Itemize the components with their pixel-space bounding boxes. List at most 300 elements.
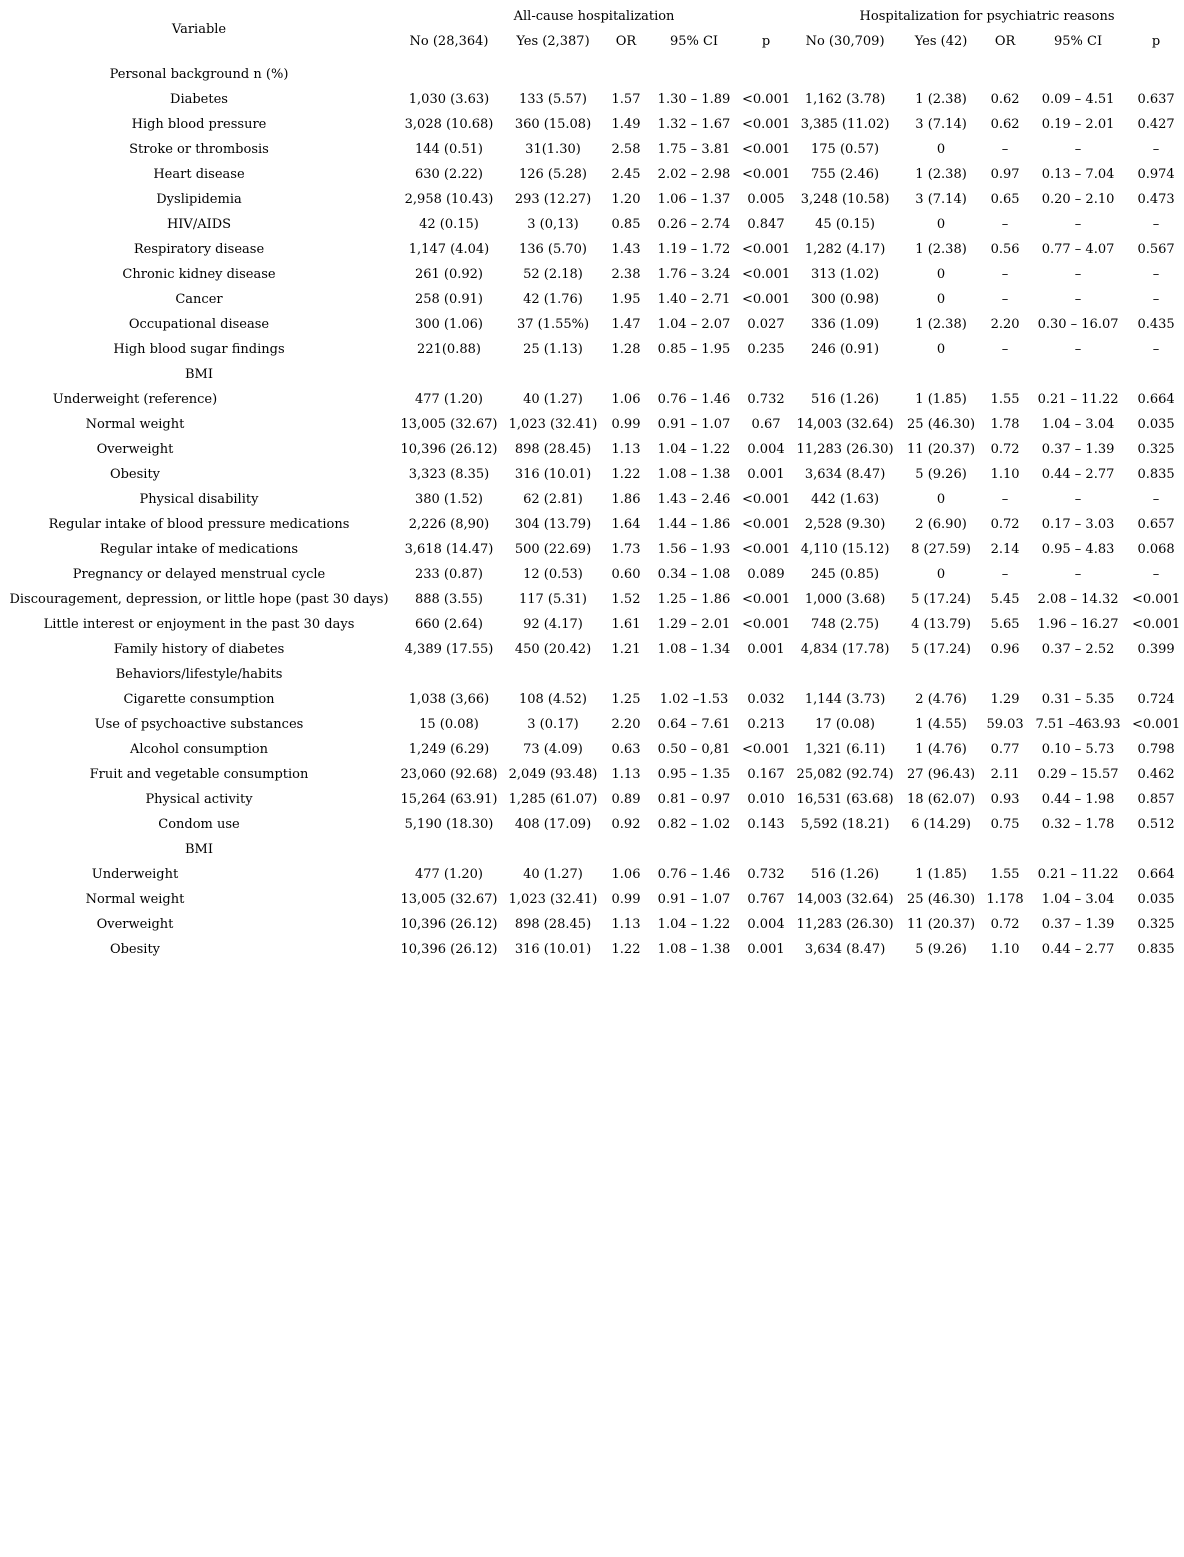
cell-ci-all-cause: 0.91 – 1.07 — [657, 417, 731, 432]
column-header-ci-all-cause: 95% CI — [669, 34, 719, 49]
cell-p-all-cause: <0.001 — [742, 592, 791, 607]
cell-no-psychiatric: 16,531 (63.68) — [796, 792, 894, 807]
cell-no-psychiatric: 300 (0.98) — [811, 292, 880, 307]
cell-ci-all-cause: 1.04 – 1.22 — [657, 917, 731, 932]
cell-yes-all-cause — [500, 662, 606, 687]
cell-ci-psychiatric: – — [1074, 567, 1082, 582]
cell-or-psychiatric: 0.75 — [990, 817, 1020, 832]
cell-or-psychiatric: 2.11 — [990, 767, 1020, 782]
variable-label: Stroke or thrombosis — [129, 142, 269, 157]
table-row — [0, 87, 1184, 112]
cell-no-all-cause: 1,249 (6.29) — [408, 742, 490, 757]
cell-yes-all-cause: 117 (5.31) — [518, 592, 588, 607]
cell-ci-all-cause: 1.29 – 2.01 — [657, 617, 731, 632]
table-row — [0, 687, 1184, 712]
cell-yes-psychiatric: 5 (9.26) — [915, 942, 967, 957]
cell-yes-psychiatric: 11 (20.37) — [907, 917, 976, 932]
variable-sublabel: Obesity — [109, 467, 161, 482]
table-row — [0, 512, 1184, 537]
cell-yes-psychiatric: 2 (6.90) — [915, 517, 967, 532]
cell-p-all-cause: <0.001 — [742, 267, 791, 282]
cell-yes-all-cause: 3 (0.17) — [527, 717, 579, 732]
cell-yes-all-cause: 1,023 (32.41) — [508, 417, 598, 432]
cell-or-all-cause — [606, 837, 646, 862]
cell-p-all-cause: 0.167 — [747, 767, 785, 782]
cell-p-psychiatric: 0.798 — [1137, 742, 1175, 757]
cell-no-all-cause: 1,038 (3,66) — [408, 692, 490, 707]
column-header-no-all-cause: No (28,364) — [409, 34, 489, 49]
variable-label: Physical disability — [139, 492, 259, 507]
cell-yes-psychiatric: 0 — [936, 567, 946, 582]
cell-or-all-cause: 1.25 — [611, 692, 641, 707]
cell-p-psychiatric: 0.664 — [1137, 867, 1175, 882]
table-row — [0, 937, 1184, 962]
cell-ci-all-cause — [646, 362, 742, 387]
cell-ci-psychiatric: – — [1074, 217, 1082, 232]
cell-no-all-cause: 2,226 (8,90) — [408, 517, 490, 532]
cell-p-all-cause: 0.001 — [747, 942, 785, 957]
section-row — [0, 837, 1184, 862]
cell-yes-psychiatric: 11 (20.37) — [907, 442, 976, 457]
cell-yes-psychiatric: 5 (17.24) — [911, 592, 971, 607]
cell-p-all-cause: 0.027 — [747, 317, 785, 332]
cell-ci-all-cause: 0.76 – 1.46 — [657, 867, 731, 882]
cell-or-psychiatric: 0.62 — [990, 117, 1020, 132]
cell-no-psychiatric: 25,082 (92.74) — [796, 767, 894, 782]
cell-or-all-cause: 1.64 — [611, 517, 641, 532]
cell-yes-psychiatric: 25 (46.30) — [907, 892, 976, 907]
cell-yes-psychiatric: 25 (46.30) — [907, 417, 976, 432]
cell-p-psychiatric: 0.035 — [1137, 417, 1175, 432]
cell-no-psychiatric: 11,283 (26.30) — [796, 442, 894, 457]
cell-no-psychiatric: 1,162 (3.78) — [804, 92, 886, 107]
cell-p-psychiatric: 0.835 — [1137, 467, 1175, 482]
cell-yes-all-cause: 12 (0.53) — [523, 567, 583, 582]
cell-no-psychiatric: 336 (1.09) — [811, 317, 880, 332]
cell-or-all-cause: 1.06 — [611, 392, 641, 407]
cell-no-psychiatric: 3,248 (10.58) — [800, 192, 890, 207]
section-label: BMI — [185, 367, 213, 382]
cell-no-all-cause: 888 (3.55) — [414, 592, 484, 607]
cell-ci-psychiatric — [1028, 54, 1128, 87]
cell-ci-all-cause — [646, 54, 742, 87]
cell-p-all-cause: 0.004 — [747, 917, 785, 932]
cell-or-all-cause: 0.92 — [611, 817, 641, 832]
cell-p-all-cause: 0.001 — [747, 467, 785, 482]
variable-label: Cigarette consumption — [123, 692, 275, 707]
cell-or-psychiatric: 0.97 — [990, 167, 1020, 182]
cell-ci-psychiatric: 0.13 – 7.04 — [1041, 167, 1115, 182]
cell-ci-psychiatric: 0.37 – 1.39 — [1041, 917, 1115, 932]
variable-label: Pregnancy or delayed menstrual cycle — [72, 567, 326, 582]
cell-yes-all-cause: 126 (5.28) — [518, 167, 588, 182]
cell-ci-psychiatric: 0.77 – 4.07 — [1041, 242, 1115, 257]
table-body — [0, 54, 1184, 962]
variable-label: Little interest or enjoyment in the past 30 days — [43, 617, 355, 632]
table-row — [0, 412, 1184, 437]
cell-yes-psychiatric: 6 (14.29) — [911, 817, 971, 832]
cell-no-all-cause: 5,190 (18.30) — [404, 817, 494, 832]
cell-ci-all-cause: 1.08 – 1.38 — [657, 942, 731, 957]
cell-or-psychiatric: 59.03 — [986, 717, 1024, 732]
cell-p-psychiatric: <0.001 — [1132, 592, 1181, 607]
cell-ci-all-cause: 1.08 – 1.34 — [657, 642, 731, 657]
cell-p-psychiatric: – — [1152, 492, 1160, 507]
table-row — [0, 137, 1184, 162]
column-header-p-all-cause: p — [761, 34, 771, 49]
cell-ci-psychiatric: 0.29 – 15.57 — [1037, 767, 1119, 782]
cell-no-all-cause: 300 (1.06) — [414, 317, 484, 332]
variable-label: Occupational disease — [128, 317, 270, 332]
cell-no-psychiatric: 5,592 (18.21) — [800, 817, 890, 832]
cell-no-all-cause: 630 (2.22) — [414, 167, 484, 182]
cell-yes-psychiatric: 1 (2.38) — [915, 92, 967, 107]
variable-label: Use of psychoactive substances — [94, 717, 304, 732]
cell-ci-all-cause: 1.08 – 1.38 — [657, 467, 731, 482]
cell-yes-all-cause: 1,285 (61.07) — [508, 792, 598, 807]
cell-ci-psychiatric: 2.08 – 14.32 — [1037, 592, 1119, 607]
cell-no-psychiatric: 4,110 (15.12) — [800, 542, 890, 557]
cell-p-psychiatric: 0.399 — [1137, 642, 1175, 657]
cell-no-all-cause: 10,396 (26.12) — [400, 917, 498, 932]
cell-ci-psychiatric: 0.09 – 4.51 — [1041, 92, 1115, 107]
cell-no-psychiatric: 245 (0.85) — [811, 567, 880, 582]
cell-or-all-cause: 1.43 — [611, 242, 641, 257]
cell-yes-psychiatric: 5 (9.26) — [915, 467, 967, 482]
cell-p-psychiatric: – — [1152, 142, 1160, 157]
cell-or-all-cause: 0.85 — [611, 217, 641, 232]
table-row — [0, 187, 1184, 212]
cell-yes-psychiatric — [900, 362, 982, 387]
cell-no-psychiatric: 45 (0.15) — [815, 217, 875, 232]
cell-yes-psychiatric: 1 (1.85) — [915, 392, 967, 407]
cell-or-psychiatric: 0.96 — [990, 642, 1020, 657]
cell-or-all-cause: 1.13 — [611, 767, 641, 782]
table-row — [0, 862, 1184, 887]
cell-yes-psychiatric: 0 — [936, 342, 946, 357]
cell-p-psychiatric: <0.001 — [1132, 717, 1181, 732]
variable-label — [0, 437, 398, 462]
cell-ci-psychiatric: – — [1074, 142, 1082, 157]
cell-ci-all-cause: 1.04 – 2.07 — [657, 317, 731, 332]
cell-yes-all-cause: 360 (15.08) — [514, 117, 592, 132]
cell-ci-psychiatric: 1.04 – 3.04 — [1041, 892, 1115, 907]
cell-p-all-cause: <0.001 — [742, 92, 791, 107]
cell-ci-psychiatric: – — [1074, 292, 1082, 307]
cell-ci-psychiatric: 0.37 – 2.52 — [1041, 642, 1115, 657]
cell-or-all-cause: 0.99 — [611, 417, 641, 432]
cell-ci-all-cause: 1.04 – 1.22 — [657, 442, 731, 457]
cell-p-all-cause: 0.67 — [751, 417, 781, 432]
cell-p-psychiatric: – — [1152, 217, 1160, 232]
cell-no-psychiatric: 3,634 (8.47) — [804, 467, 886, 482]
cell-yes-all-cause: 136 (5.70) — [518, 242, 588, 257]
cell-yes-all-cause: 25 (1.13) — [523, 342, 583, 357]
cell-ci-all-cause: 1.06 – 1.37 — [657, 192, 731, 207]
cell-p-all-cause: <0.001 — [742, 617, 791, 632]
cell-p-psychiatric: – — [1152, 267, 1160, 282]
cell-no-all-cause — [398, 837, 500, 862]
variable-label: High blood sugar findings — [113, 342, 285, 357]
cell-no-all-cause — [398, 662, 500, 687]
cell-p-all-cause — [742, 362, 790, 387]
cell-ci-all-cause: 0.95 – 1.35 — [657, 767, 731, 782]
cell-ci-all-cause: 0.50 – 0,81 — [657, 742, 731, 757]
cell-p-all-cause: <0.001 — [742, 742, 791, 757]
cell-or-all-cause — [606, 54, 646, 87]
cell-or-psychiatric: 1.10 — [990, 467, 1020, 482]
cell-yes-psychiatric: 3 (7.14) — [915, 117, 967, 132]
cell-ci-all-cause: 1.32 – 1.67 — [657, 117, 731, 132]
cell-p-all-cause: 0.005 — [747, 192, 785, 207]
column-header-p-psychiatric: p — [1151, 34, 1161, 49]
table-row — [0, 712, 1184, 737]
cell-p-psychiatric: – — [1152, 342, 1160, 357]
variable-label — [0, 887, 398, 912]
cell-p-all-cause — [742, 837, 790, 862]
variable-sublabel: Overweight — [96, 442, 174, 457]
table-row — [0, 437, 1184, 462]
cell-or-psychiatric: 1.78 — [990, 417, 1020, 432]
cell-ci-psychiatric — [1028, 662, 1128, 687]
cell-yes-all-cause: 450 (20.42) — [514, 642, 592, 657]
cell-no-psychiatric: 14,003 (32.64) — [796, 417, 894, 432]
table-header — [0, 4, 1184, 54]
table-row — [0, 287, 1184, 312]
cell-yes-psychiatric: 4 (13.79) — [911, 617, 971, 632]
column-header-no-psychiatric: No (30,709) — [805, 34, 885, 49]
cell-or-psychiatric: 0.72 — [990, 917, 1020, 932]
section-label: BMI — [185, 842, 213, 857]
cell-or-psychiatric: – — [1001, 342, 1009, 357]
cell-no-psychiatric — [790, 662, 900, 687]
cell-ci-psychiatric: 0.21 – 11.22 — [1037, 867, 1119, 882]
table-row — [0, 312, 1184, 337]
column-header-or-psychiatric: OR — [994, 34, 1016, 49]
cell-ci-all-cause: 0.81 – 0.97 — [657, 792, 731, 807]
cell-yes-all-cause: 40 (1.27) — [523, 867, 583, 882]
cell-ci-psychiatric: 0.31 – 5.35 — [1041, 692, 1115, 707]
cell-ci-all-cause: 1.19 – 1.72 — [657, 242, 731, 257]
cell-ci-all-cause — [646, 837, 742, 862]
cell-no-all-cause: 477 (1.20) — [414, 867, 484, 882]
cell-p-all-cause: 0.143 — [747, 817, 785, 832]
cell-ci-psychiatric — [1028, 362, 1128, 387]
cell-p-psychiatric: 0.637 — [1137, 92, 1175, 107]
cell-ci-all-cause: 0.91 – 1.07 — [657, 892, 731, 907]
variable-label — [0, 937, 398, 962]
variable-label: HIV/AIDS — [166, 217, 232, 232]
cell-yes-psychiatric: 0 — [936, 267, 946, 282]
cell-yes-psychiatric: 2 (4.76) — [915, 692, 967, 707]
variable-label: Regular intake of blood pressure medications — [48, 517, 350, 532]
cell-or-psychiatric: 0.56 — [990, 242, 1020, 257]
cell-or-all-cause: 1.22 — [611, 942, 641, 957]
variable-label: Cancer — [175, 292, 223, 307]
cell-ci-all-cause: 2.02 – 2.98 — [657, 167, 731, 182]
cell-no-all-cause: 15,264 (63.91) — [400, 792, 498, 807]
table-row — [0, 487, 1184, 512]
cell-no-psychiatric: 11,283 (26.30) — [796, 917, 894, 932]
cell-p-all-cause: 0.732 — [747, 392, 785, 407]
cell-ci-psychiatric: 0.17 – 3.03 — [1041, 517, 1115, 532]
table-row — [0, 737, 1184, 762]
variable-label: Respiratory disease — [133, 242, 265, 257]
variable-label: Dyslipidemia — [156, 192, 242, 207]
cell-no-all-cause: 1,147 (4.04) — [408, 242, 490, 257]
cell-yes-all-cause: 304 (13.79) — [514, 517, 592, 532]
cell-or-all-cause: 2.45 — [611, 167, 641, 182]
cell-or-psychiatric: – — [1001, 492, 1009, 507]
group-header-row — [0, 4, 1184, 29]
cell-no-all-cause — [398, 362, 500, 387]
cell-or-all-cause: 1.13 — [611, 442, 641, 457]
variable-sublabel: Underweight — [91, 867, 179, 882]
cell-or-psychiatric: – — [1001, 217, 1009, 232]
cell-no-all-cause: 10,396 (26.12) — [400, 442, 498, 457]
cell-or-psychiatric: 0.93 — [990, 792, 1020, 807]
cell-no-all-cause: 233 (0.87) — [414, 567, 484, 582]
cell-p-all-cause: 0.732 — [747, 867, 785, 882]
cell-or-all-cause: 2.58 — [611, 142, 641, 157]
cell-p-psychiatric — [1128, 54, 1184, 87]
cell-p-all-cause: <0.001 — [742, 142, 791, 157]
cell-ci-all-cause: 0.76 – 1.46 — [657, 392, 731, 407]
hospitalization-odds-table — [0, 4, 1184, 962]
cell-yes-psychiatric: 8 (27.59) — [911, 542, 971, 557]
cell-p-all-cause: <0.001 — [742, 117, 791, 132]
cell-p-all-cause: 0.213 — [747, 717, 785, 732]
section-row — [0, 54, 1184, 87]
cell-or-all-cause: 0.60 — [611, 567, 641, 582]
cell-p-psychiatric: 0.567 — [1137, 242, 1175, 257]
cell-yes-psychiatric: 1 (1.85) — [915, 867, 967, 882]
cell-no-psychiatric — [790, 362, 900, 387]
cell-yes-all-cause — [500, 362, 606, 387]
cell-ci-psychiatric: 0.20 – 2.10 — [1041, 192, 1115, 207]
cell-ci-psychiatric: 0.95 – 4.83 — [1041, 542, 1115, 557]
cell-no-all-cause: 477 (1.20) — [414, 392, 484, 407]
cell-p-psychiatric: – — [1152, 567, 1160, 582]
cell-or-all-cause: 2.38 — [611, 267, 641, 282]
table-row — [0, 537, 1184, 562]
cell-yes-all-cause: 40 (1.27) — [523, 392, 583, 407]
cell-no-psychiatric: 175 (0.57) — [811, 142, 880, 157]
cell-p-all-cause: <0.001 — [742, 542, 791, 557]
cell-p-psychiatric — [1128, 837, 1184, 862]
cell-p-psychiatric: 0.512 — [1137, 817, 1175, 832]
cell-or-all-cause: 1.22 — [611, 467, 641, 482]
cell-p-all-cause: 0.010 — [747, 792, 785, 807]
cell-yes-all-cause: 898 (28.45) — [514, 442, 592, 457]
cell-p-psychiatric: 0.427 — [1137, 117, 1175, 132]
cell-no-psychiatric: 1,000 (3.68) — [804, 592, 886, 607]
table-row — [0, 337, 1184, 362]
variable-sublabel: Normal weight — [85, 892, 185, 907]
cell-ci-psychiatric: 7.51 –463.93 — [1035, 717, 1121, 732]
cell-p-all-cause: <0.001 — [742, 492, 791, 507]
cell-or-psychiatric: – — [1001, 142, 1009, 157]
cell-yes-all-cause: 52 (2.18) — [523, 267, 583, 282]
cell-p-all-cause: 0.032 — [747, 692, 785, 707]
cell-yes-psychiatric: 3 (7.14) — [915, 192, 967, 207]
table-row — [0, 612, 1184, 637]
cell-no-psychiatric: 3,385 (11.02) — [800, 117, 890, 132]
cell-ci-all-cause: 0.26 – 2.74 — [657, 217, 731, 232]
cell-yes-psychiatric: 0 — [936, 142, 946, 157]
cell-ci-all-cause: 1.75 – 3.81 — [657, 142, 731, 157]
cell-or-all-cause — [606, 362, 646, 387]
cell-or-psychiatric: 0.77 — [990, 742, 1020, 757]
cell-or-all-cause: 0.99 — [611, 892, 641, 907]
cell-or-all-cause: 1.13 — [611, 917, 641, 932]
cell-p-psychiatric — [1128, 662, 1184, 687]
variable-label — [0, 412, 398, 437]
cell-or-psychiatric: 0.72 — [990, 517, 1020, 532]
cell-or-all-cause: 0.89 — [611, 792, 641, 807]
cell-ci-all-cause: 1.56 – 1.93 — [657, 542, 731, 557]
cell-no-psychiatric: 1,321 (6.11) — [804, 742, 886, 757]
group-header-psychiatric: Hospitalization for psychiatric reasons — [859, 9, 1115, 24]
cell-p-all-cause: <0.001 — [742, 242, 791, 257]
cell-or-all-cause: 1.57 — [611, 92, 641, 107]
cell-yes-psychiatric: 0 — [936, 217, 946, 232]
cell-yes-all-cause: 898 (28.45) — [514, 917, 592, 932]
cell-ci-all-cause: 1.02 –1.53 — [659, 692, 729, 707]
cell-or-psychiatric: – — [1001, 567, 1009, 582]
variable-label — [0, 462, 398, 487]
column-header-variable: Variable — [171, 21, 227, 37]
cell-yes-psychiatric — [900, 54, 982, 87]
cell-yes-all-cause — [500, 837, 606, 862]
cell-or-psychiatric: 1.178 — [986, 892, 1024, 907]
variable-label: Regular intake of medications — [99, 542, 299, 557]
cell-ci-all-cause: 1.40 – 2.71 — [657, 292, 731, 307]
cell-or-all-cause: 1.49 — [611, 117, 641, 132]
cell-no-all-cause: 4,389 (17.55) — [404, 642, 494, 657]
variable-label: Family history of diabetes — [113, 642, 285, 657]
cell-no-all-cause: 660 (2.64) — [414, 617, 484, 632]
cell-no-all-cause: 3,028 (10.68) — [404, 117, 494, 132]
cell-p-psychiatric: 0.835 — [1137, 942, 1175, 957]
cell-p-psychiatric: – — [1152, 292, 1160, 307]
cell-no-all-cause: 258 (0.91) — [414, 292, 484, 307]
section-label: Behaviors/lifestyle/habits — [115, 667, 283, 682]
cell-ci-psychiatric: 0.44 – 2.77 — [1041, 942, 1115, 957]
cell-yes-all-cause: 42 (1.76) — [523, 292, 583, 307]
cell-or-psychiatric: 1.55 — [990, 867, 1020, 882]
cell-no-all-cause: 221(0.88) — [417, 342, 481, 357]
cell-or-all-cause: 1.28 — [611, 342, 641, 357]
cell-yes-psychiatric: 1 (2.38) — [915, 317, 967, 332]
variable-sublabel: Underweight (reference) — [52, 392, 218, 407]
cell-or-all-cause: 1.47 — [611, 317, 641, 332]
cell-ci-all-cause: 1.25 – 1.86 — [657, 592, 731, 607]
table-row — [0, 912, 1184, 937]
cell-ci-all-cause: 1.76 – 3.24 — [657, 267, 731, 282]
variable-label: Alcohol consumption — [130, 742, 268, 757]
table-row — [0, 212, 1184, 237]
cell-yes-psychiatric: 0 — [936, 292, 946, 307]
cell-yes-all-cause: 133 (5.57) — [518, 92, 588, 107]
cell-no-psychiatric: 246 (0.91) — [811, 342, 880, 357]
cell-ci-psychiatric: 0.44 – 1.98 — [1041, 792, 1115, 807]
variable-label — [0, 387, 398, 412]
table-row — [0, 812, 1184, 837]
cell-ci-psychiatric: 0.44 – 2.77 — [1041, 467, 1115, 482]
cell-yes-all-cause: 316 (10.01) — [514, 942, 592, 957]
cell-no-psychiatric: 1,144 (3.73) — [804, 692, 886, 707]
